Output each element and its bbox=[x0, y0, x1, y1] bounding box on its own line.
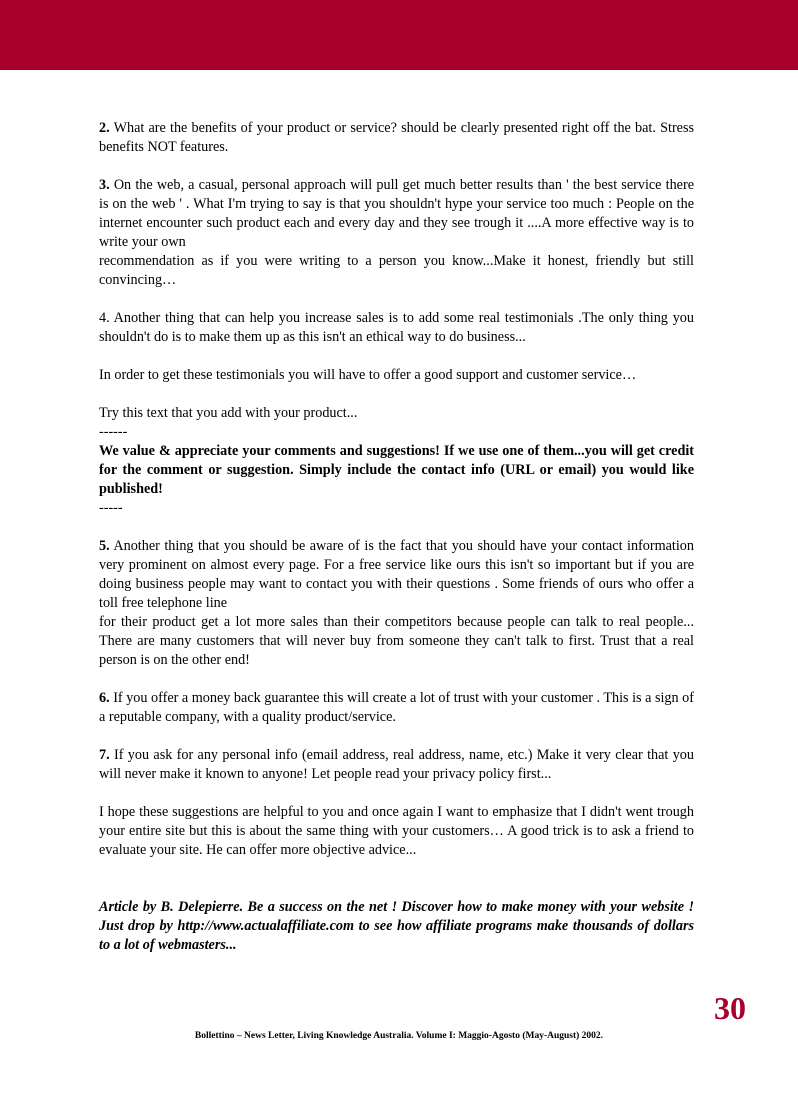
paragraph-text: If you ask for any personal info (email address, real address, name, etc.) Make it very clear that you will never make it known to anyone! Let people read your privacy policy first... bbox=[99, 747, 694, 782]
paragraph-text: 4. Another thing that can help you increase sales is to add some real testimonials .The only thing you shouldn't do is to make them up as this isn't an ethical way to do business... bbox=[99, 310, 694, 345]
paragraph-number: 7. bbox=[99, 747, 110, 763]
footer-text: Bollettino – News Letter, Living Knowledge Australia. Volume I: Maggio-Agosto (May-August) 2002. bbox=[194, 1031, 604, 1041]
header-band bbox=[0, 0, 798, 70]
paragraph-7 bbox=[99, 746, 694, 784]
paragraph-text: I hope these suggestions are helpful to you and once again I want to emphasize that I didn't went trough your entire site but this is about the same thing with your customers… A good trick is to ask a friend to evaluate your site. He can offer more objective advice... bbox=[99, 804, 694, 858]
paragraph-text: Another thing that you should be aware of is the fact that you should have your contact information very prominent on almost every page. For a free service like ours this isn't so important but if you are doing business people may want to contact you with their questions . Some friends of ours who offer a toll free telephone line bbox=[99, 538, 694, 611]
closing-paragraph bbox=[99, 803, 694, 860]
paragraph-text: recommendation as if you were writing to a person you know...Make it honest, friendly but still convincing… bbox=[99, 253, 694, 288]
paragraph-text: Try this text that you add with your product... bbox=[99, 405, 358, 421]
paragraph-text: If you offer a money back guarantee this will create a lot of trust with your customer . This is a sign of a reputable company, with a quality product/service. bbox=[99, 690, 694, 725]
try-this-text bbox=[99, 404, 694, 442]
paragraph-5b bbox=[99, 613, 694, 670]
paragraph-6 bbox=[99, 689, 694, 727]
paragraph-3b bbox=[99, 252, 694, 290]
paragraph-text: What are the benefits of your product or service? should be clearly presented right off the bat. Stress benefits NOT features. bbox=[99, 120, 695, 155]
dash-separator-end bbox=[99, 499, 694, 518]
article-credit: Article by B. Delepierre. Be a success on the net ! Discover how to make money with your website ! Just drop by http://www.actualaffiliate.com to see how affiliate programs make thousands of dollars to a lot of webmasters... bbox=[99, 899, 694, 953]
paragraph-text: On the web, a casual, personal approach will pull get much better results than ' the best service there is on the web ' . What I'm trying to say is that you shouldn't hype your service too much : People on the internet encounter such product each and every day and they see trough it ....A more effective way is to write your own bbox=[99, 177, 695, 250]
paragraph-number: 6. bbox=[99, 690, 110, 706]
dash-separator: ------ bbox=[99, 424, 128, 440]
page-number: 30 bbox=[714, 990, 746, 1026]
bold-quote: We value & appreciate your comments and suggestions! If we use one of them...you will get credit for the comment or suggestion. Simply include the contact info (URL or email) you would like published! bbox=[99, 443, 694, 497]
paragraph-text: In order to get these testimonials you will have to offer a good support and customer service… bbox=[99, 367, 637, 383]
paragraph-4-testimonials bbox=[99, 366, 694, 385]
paragraph-text: for their product get a lot more sales than their competitors because people can talk to real people... There are many customers that will never buy from someone they can't talk to first. Trust that a real person is on the other end! bbox=[99, 614, 694, 668]
paragraph-number: 5. bbox=[99, 538, 110, 554]
paragraph-2 bbox=[99, 119, 694, 157]
paragraph-5a bbox=[99, 537, 694, 613]
paragraph-3a bbox=[99, 176, 694, 252]
dash-separator: ----- bbox=[99, 500, 123, 516]
paragraph-number: 3. bbox=[99, 177, 110, 193]
paragraph-4 bbox=[99, 309, 694, 347]
paragraph-number: 2. bbox=[99, 120, 110, 136]
document-body bbox=[99, 119, 694, 969]
